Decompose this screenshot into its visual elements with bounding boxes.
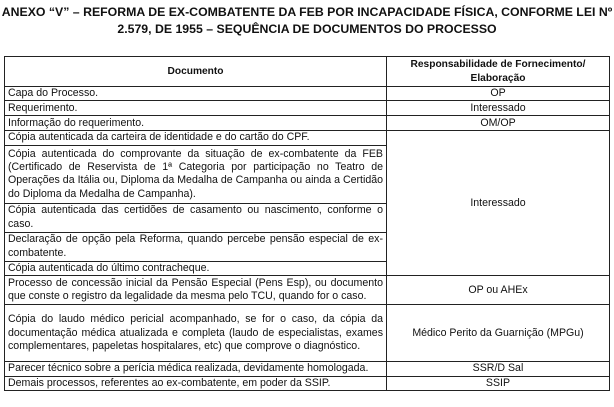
doc-cell: Demais processos, referentes ao ex-combatente, em poder da SSIP. [5,376,387,390]
resp-cell: SSR/D Sal [387,362,610,376]
doc-cell: Capa do Processo. [5,87,387,101]
table-row [5,376,610,390]
resp-cell-merged: Interessado [387,131,610,276]
title-line-2: 2.579, DE 1955 – SEQUÊNCIA DE DOCUMENTOS DO PROCESSO [117,22,497,36]
doc-cell: Cópia autenticada das certidões de casamento ou nascimento, conforme o caso. [5,203,387,232]
doc-cell: Cópia autenticada do último contracheque. [5,261,387,275]
resp-cell: SSIP [387,376,610,390]
resp-cell: OM/OP [387,116,610,131]
table-row [5,276,610,305]
header-documento: Documento [5,57,387,87]
doc-cell: Parecer técnico sobre a perícia médica realizada, devidamente homologada. [5,362,387,376]
resp-cell: Interessado [387,101,610,116]
documents-table [4,56,610,391]
table-row [5,87,610,101]
doc-cell: Informação do requerimento. [5,116,387,131]
table-row [5,362,610,376]
doc-cell: Declaração de opção pela Reforma, quando percebe pensão especial de ex-combatente. [5,232,387,261]
doc-cell: Processo de concessão inicial da Pensão Especial (Pens Esp), ou documento que conste o registro da legalidade da mesma pelo TCU, quando for o caso. [5,276,387,305]
table-row [5,116,610,131]
doc-cell: Cópia autenticada da carteira de identidade e do cartão do CPF. [5,131,387,145]
document-title [0,0,614,38]
resp-cell: Médico Perito da Guarnição (MPGu) [387,305,610,362]
table-row [5,131,610,145]
header-responsabilidade: Responsabilidade de Fornecimento/ Elaboração [387,57,610,87]
doc-cell: Cópia do laudo médico pericial acompanhado, se for o caso, da cópia da documentação médica atualizada e completa (laudo de especialistas, exames complementares, papeletas hospitalares, etc) que comprove o diagnóstico. [5,305,387,362]
table-row [5,101,610,116]
doc-cell: Requerimento. [5,101,387,116]
resp-cell: OP ou AHEx [387,276,610,305]
doc-cell: Cópia autenticada do comprovante da situação de ex-combatente da FEB (Certificado de Reservista de 1ª Categoria por participação no Teatro de Operações da Itália ou, Diploma da Medalha de Campanha ou ainda a Certidão do Diploma da Medalha de Campanha). [5,145,387,203]
resp-cell: OP [387,87,610,101]
table-header-row [5,57,610,87]
table-row [5,305,610,362]
title-line-1: ANEXO “V” – REFORMA DE EX-COMBATENTE DA FEB POR INCAPACIDADE FÍSICA, CONFORME LEI Nº [1,5,613,19]
